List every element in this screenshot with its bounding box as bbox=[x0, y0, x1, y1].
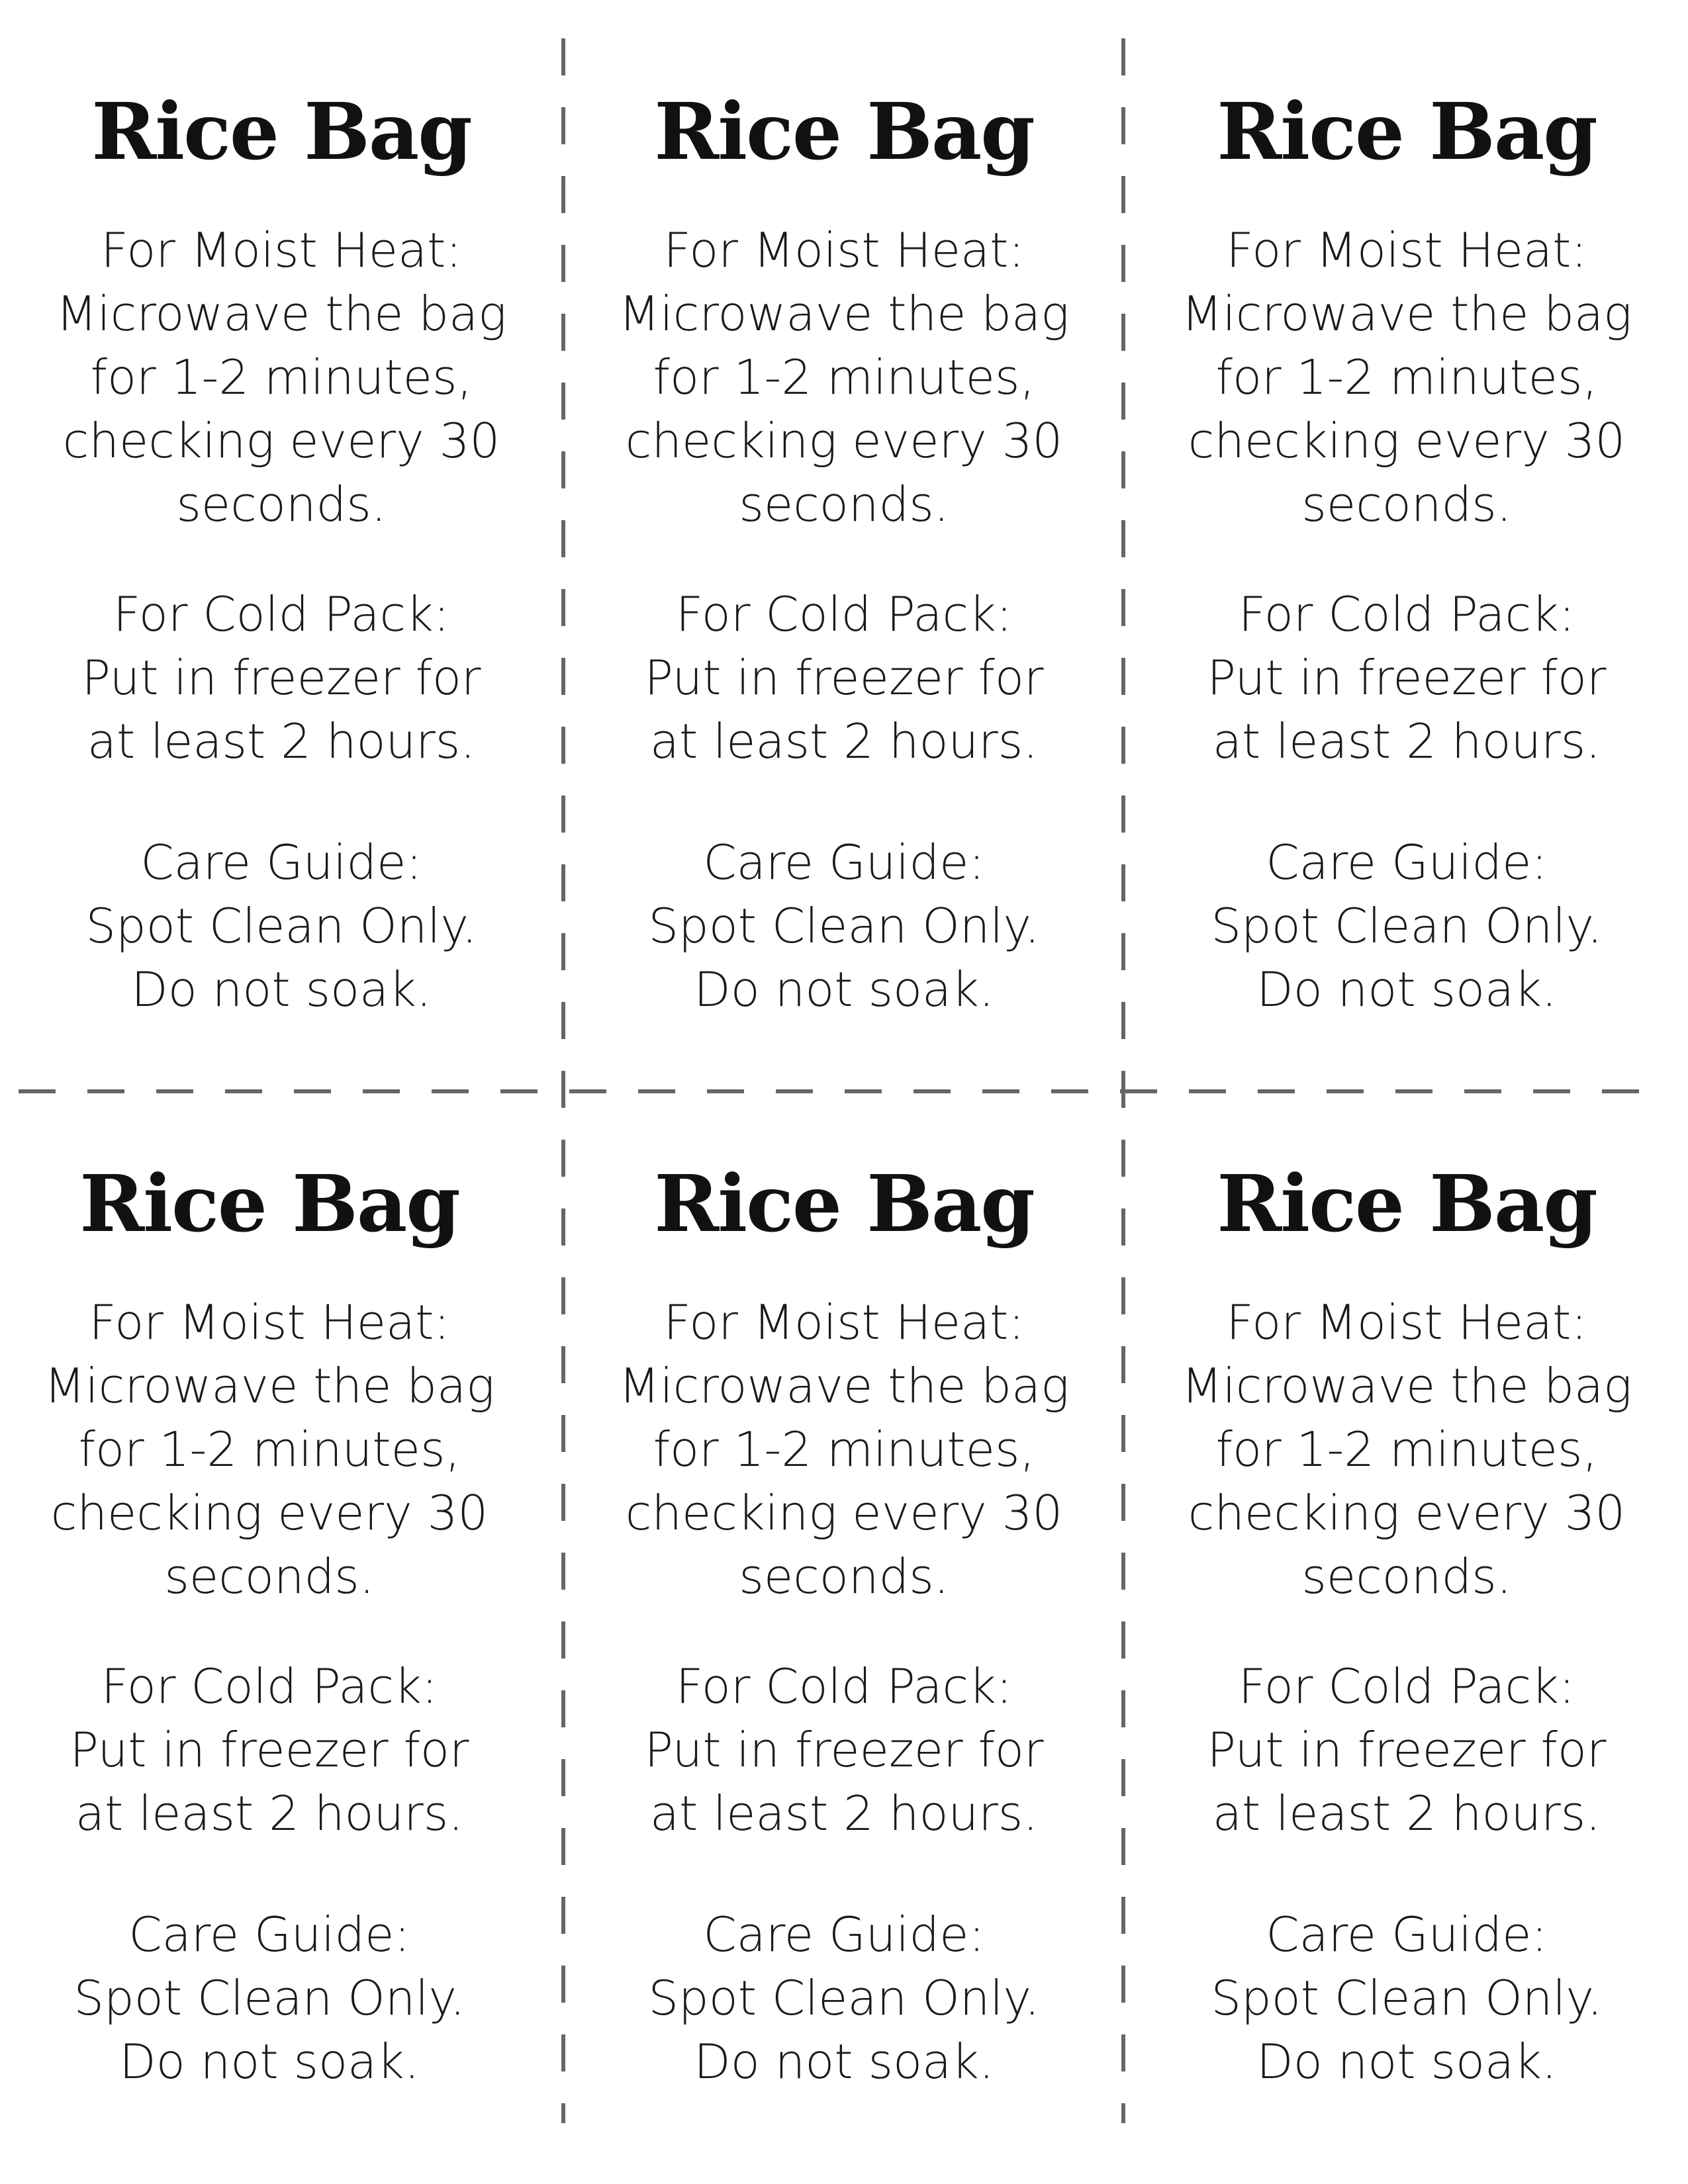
label-card-3 bbox=[1125, 0, 1688, 1092]
moist-heat-line: Microwave the bag bbox=[618, 286, 1070, 341]
moist-heat-line: for 1-2 minutes, bbox=[653, 349, 1035, 405]
moist-heat-section bbox=[1125, 218, 1688, 536]
moist-heat-line: seconds. bbox=[739, 477, 949, 532]
care-guide-line: Spot Clean Only. bbox=[85, 898, 477, 954]
cold-pack-line: Put in freezer for bbox=[81, 650, 481, 705]
moist-heat-heading: For Moist Heat: bbox=[1226, 222, 1587, 278]
care-guide-line: Do not soak. bbox=[131, 962, 432, 1017]
label-card-6 bbox=[1125, 1072, 1688, 2164]
moist-heat-heading: For Moist Heat: bbox=[101, 222, 462, 278]
moist-heat-line: checking every 30 bbox=[50, 1485, 489, 1541]
cold-pack-line: Put in freezer for bbox=[644, 650, 1044, 705]
moist-heat-line: seconds. bbox=[1301, 1549, 1512, 1604]
moist-heat-line: checking every 30 bbox=[625, 413, 1063, 469]
cold-pack-line: at least 2 hours. bbox=[1212, 713, 1601, 769]
cold-pack-section bbox=[563, 1655, 1125, 1845]
cold-pack-section bbox=[1125, 1655, 1688, 1845]
card-title: Rice Bag bbox=[654, 1158, 1034, 1250]
moist-heat-line: Microwave the bag bbox=[44, 1358, 495, 1414]
care-guide-heading: Care Guide: bbox=[128, 1907, 410, 1962]
moist-heat-line: seconds. bbox=[164, 1549, 375, 1604]
moist-heat-heading: For Moist Heat: bbox=[89, 1295, 450, 1350]
cold-pack-section bbox=[0, 582, 563, 773]
moist-heat-line: for 1-2 minutes, bbox=[90, 349, 473, 405]
label-card-1 bbox=[0, 0, 563, 1092]
moist-heat-line: seconds. bbox=[739, 1549, 949, 1604]
cold-pack-line: at least 2 hours. bbox=[649, 713, 1039, 769]
cold-pack-heading: For Cold Pack: bbox=[1238, 1659, 1575, 1714]
cold-pack-heading: For Cold Pack: bbox=[675, 1659, 1013, 1714]
care-guide-section bbox=[1125, 831, 1688, 1021]
moist-heat-line: checking every 30 bbox=[1188, 413, 1626, 469]
care-guide-line: Do not soak. bbox=[1256, 962, 1557, 1017]
moist-heat-section bbox=[563, 1291, 1125, 1608]
moist-heat-heading: For Moist Heat: bbox=[663, 1295, 1025, 1350]
card-title: Rice Bag bbox=[1217, 1158, 1597, 1250]
cold-pack-line: at least 2 hours. bbox=[75, 1786, 464, 1841]
cold-pack-line: Put in freezer for bbox=[70, 1722, 469, 1778]
card-title: Rice Bag bbox=[1217, 85, 1597, 177]
care-guide-line: Spot Clean Only. bbox=[648, 1970, 1040, 2026]
care-guide-section bbox=[0, 831, 563, 1021]
card-title: Rice Bag bbox=[79, 1158, 459, 1250]
moist-heat-line: for 1-2 minutes, bbox=[1215, 349, 1598, 405]
care-guide-heading: Care Guide: bbox=[1266, 835, 1548, 890]
care-guide-line: Spot Clean Only. bbox=[73, 1970, 465, 2026]
moist-heat-line: checking every 30 bbox=[62, 413, 500, 469]
moist-heat-heading: For Moist Heat: bbox=[663, 222, 1025, 278]
cold-pack-line: Put in freezer for bbox=[1207, 1722, 1607, 1778]
cold-pack-line: at least 2 hours. bbox=[649, 1786, 1039, 1841]
moist-heat-line: seconds. bbox=[1301, 477, 1512, 532]
cold-pack-line: Put in freezer for bbox=[1207, 650, 1607, 705]
moist-heat-line: for 1-2 minutes, bbox=[1215, 1422, 1598, 1477]
cold-pack-line: at least 2 hours. bbox=[1212, 1786, 1601, 1841]
cold-pack-heading: For Cold Pack: bbox=[113, 586, 450, 642]
care-guide-line: Do not soak. bbox=[694, 962, 994, 1017]
card-title: Rice Bag bbox=[654, 85, 1034, 177]
care-guide-line: Do not soak. bbox=[1256, 2034, 1557, 2089]
moist-heat-line: seconds. bbox=[176, 477, 387, 532]
cold-pack-line: at least 2 hours. bbox=[87, 713, 476, 769]
care-guide-section bbox=[563, 1903, 1125, 2093]
moist-heat-section bbox=[0, 218, 563, 536]
moist-heat-section bbox=[563, 218, 1125, 536]
moist-heat-heading: For Moist Heat: bbox=[1226, 1295, 1587, 1350]
moist-heat-line: for 1-2 minutes, bbox=[653, 1422, 1035, 1477]
moist-heat-line: checking every 30 bbox=[625, 1485, 1063, 1541]
moist-heat-line: checking every 30 bbox=[1188, 1485, 1626, 1541]
care-guide-heading: Care Guide: bbox=[703, 835, 985, 890]
cold-pack-line: Put in freezer for bbox=[644, 1722, 1044, 1778]
moist-heat-line: Microwave the bag bbox=[618, 1358, 1070, 1414]
label-card-2 bbox=[563, 0, 1125, 1092]
moist-heat-line: for 1-2 minutes, bbox=[78, 1422, 461, 1477]
cold-pack-heading: For Cold Pack: bbox=[675, 586, 1013, 642]
care-guide-heading: Care Guide: bbox=[140, 835, 422, 890]
care-guide-section bbox=[563, 831, 1125, 1021]
moist-heat-line: Microwave the bag bbox=[1181, 286, 1632, 341]
cold-pack-section bbox=[0, 1655, 551, 1845]
moist-heat-section bbox=[0, 1291, 551, 1608]
moist-heat-line: Microwave the bag bbox=[56, 286, 507, 341]
care-guide-line: Do not soak. bbox=[119, 2034, 420, 2089]
moist-heat-line: Microwave the bag bbox=[1181, 1358, 1632, 1414]
label-card-4 bbox=[0, 1072, 551, 2164]
care-guide-line: Spot Clean Only. bbox=[1211, 1970, 1603, 2026]
care-guide-heading: Care Guide: bbox=[703, 1907, 985, 1962]
care-guide-heading: Care Guide: bbox=[1266, 1907, 1548, 1962]
care-guide-line: Spot Clean Only. bbox=[648, 898, 1040, 954]
cold-pack-heading: For Cold Pack: bbox=[101, 1659, 438, 1714]
cold-pack-section bbox=[1125, 582, 1688, 773]
care-guide-section bbox=[1125, 1903, 1688, 2093]
care-guide-line: Spot Clean Only. bbox=[1211, 898, 1603, 954]
cold-pack-section bbox=[563, 582, 1125, 773]
moist-heat-section bbox=[1125, 1291, 1688, 1608]
card-title: Rice Bag bbox=[91, 85, 471, 177]
label-card-5 bbox=[563, 1072, 1125, 2164]
care-guide-section bbox=[0, 1903, 551, 2093]
care-guide-line: Do not soak. bbox=[694, 2034, 994, 2089]
cold-pack-heading: For Cold Pack: bbox=[1238, 586, 1575, 642]
